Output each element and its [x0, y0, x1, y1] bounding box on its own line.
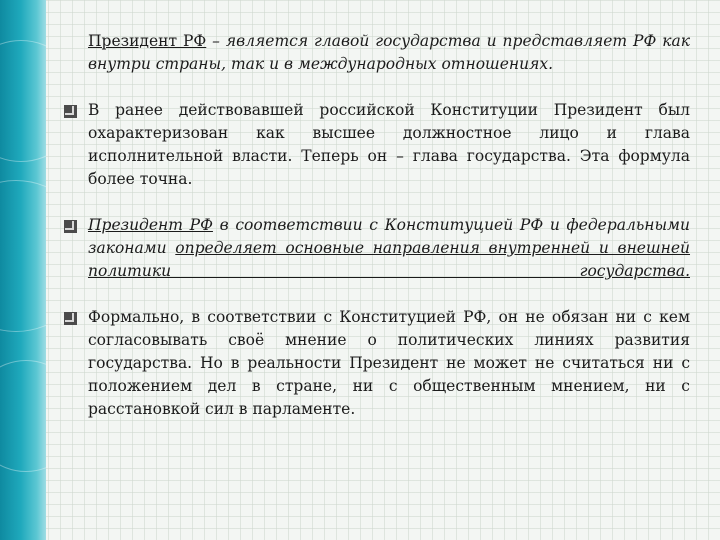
bullet-term: Президент РФ [88, 216, 213, 234]
checkbox-bullet-icon [64, 105, 77, 118]
intro-text: – является главой государства и представляет РФ как внутри страны, так и в международных отношениях. [88, 32, 690, 73]
intro-term: Президент РФ [88, 32, 207, 50]
bullet-text: В ранее действовавшей российской Конституции Президент был охарактеризован как высшее должностное лицо и глава исполнительной власти. Теперь он – глава государства. Эта формула более точна. [88, 101, 690, 188]
bullet-text: Формально, в соответствии с Конституцией РФ, он не обязан ни с кем согласовывать своё мнение о политических линиях развития государства. Но в реальности Президент не может не считаться ни с положением дел в стране, ни с общественным мнением, ни с расстановкой сил в парламенте. [88, 308, 690, 418]
bullet-emphasis: определяет основные направления внутренней и внешней политики государства. [88, 239, 691, 280]
decorative-side-stripe [0, 0, 46, 540]
checkbox-bullet-icon [64, 220, 77, 233]
intro-paragraph [88, 30, 690, 76]
bullet-text: в соответствии с Конституцией РФ и федеральными законами [88, 216, 690, 257]
decorative-ring [0, 40, 46, 162]
bullet-item-3 [88, 306, 690, 421]
bullet-item-2 [88, 214, 690, 283]
decorative-ring [0, 180, 46, 332]
slide-content [88, 30, 690, 444]
bullet-item-1 [88, 99, 690, 191]
decorative-ring [0, 360, 46, 472]
checkbox-bullet-icon [64, 312, 77, 325]
